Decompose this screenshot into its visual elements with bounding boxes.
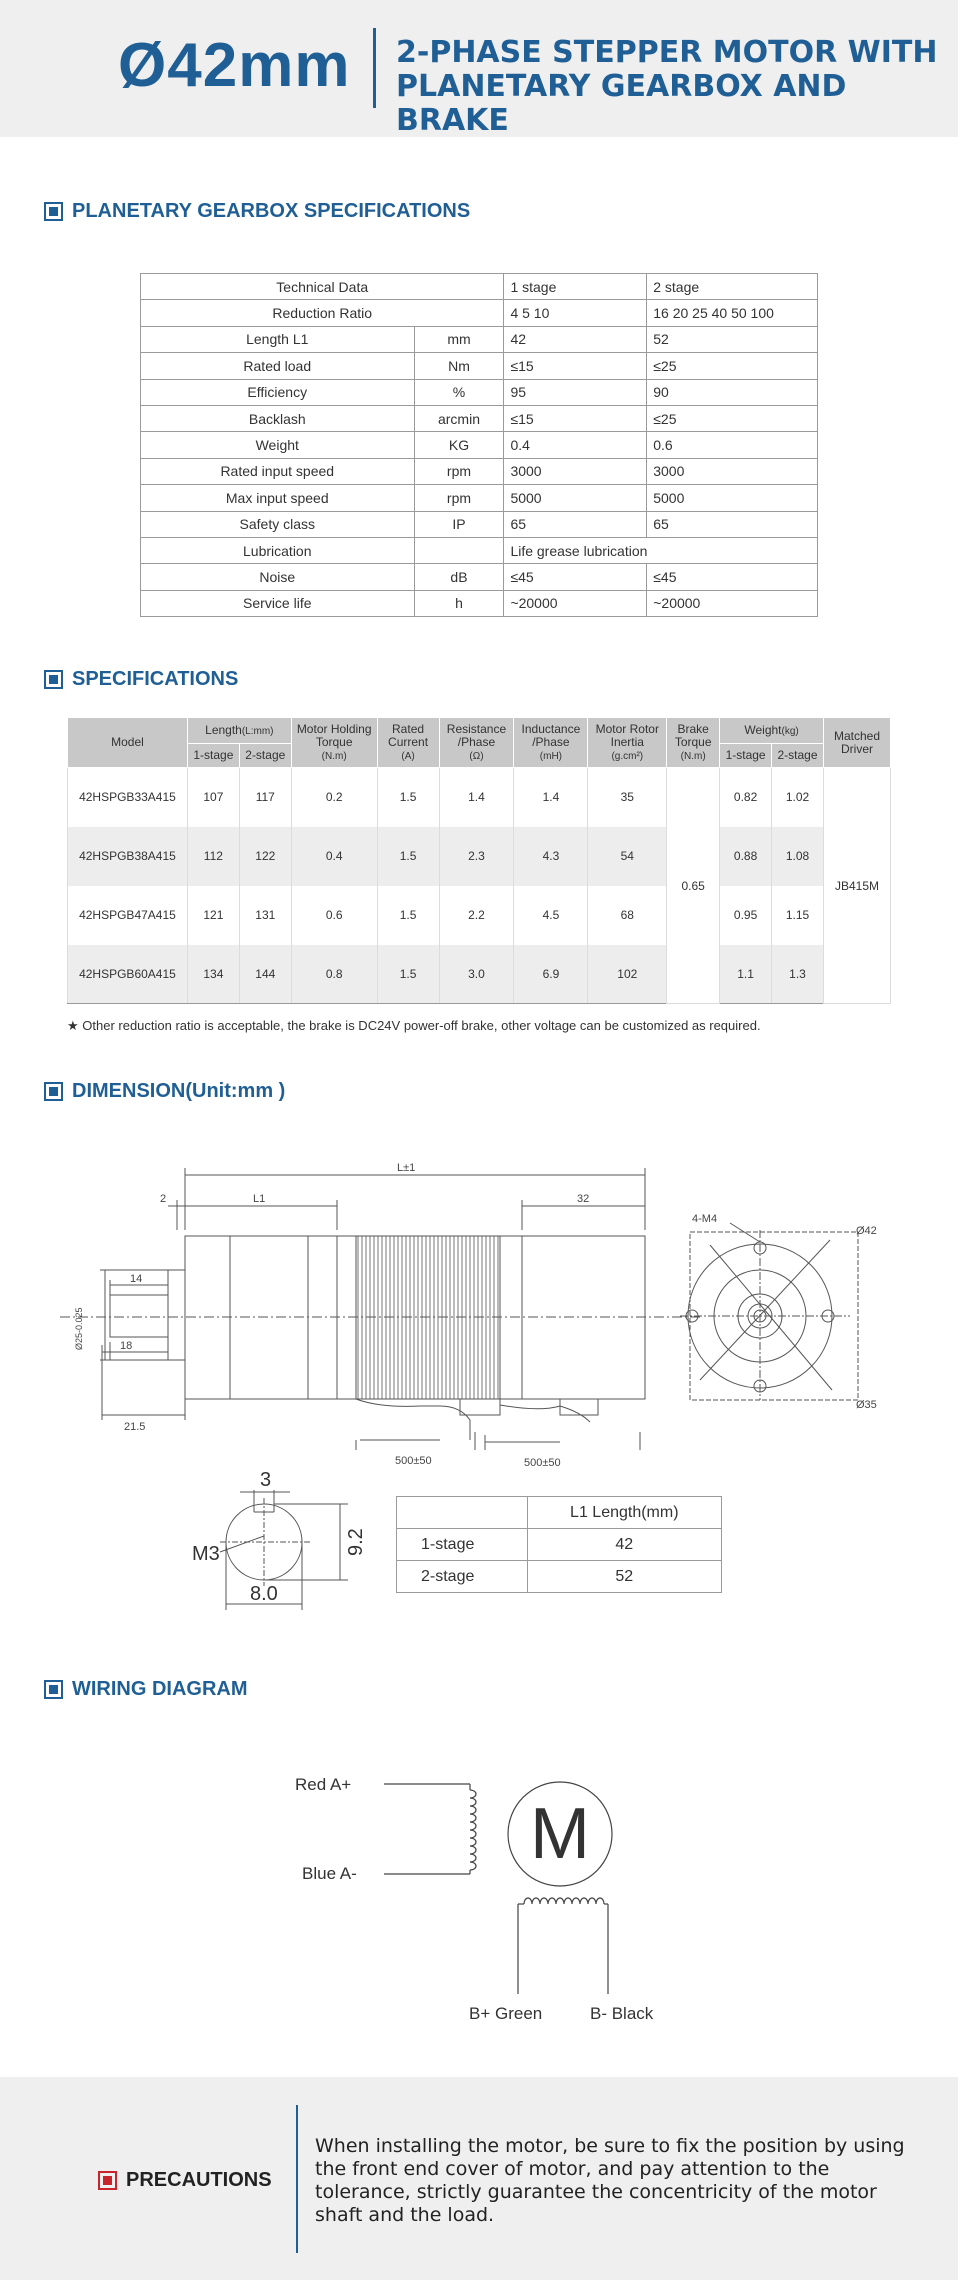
ratio-note: ★ Other reduction ratio is acceptable, the brake is DC24V power-off brake, other voltage can be customized as required.: [67, 1018, 761, 1033]
table-row: Rated load Nm ≤15 ≤25: [141, 353, 818, 379]
page-header: [0, 0, 958, 137]
weight-header: Weight(kg): [720, 718, 824, 744]
dim-shaft-tolerance: Ø25-0.025: [74, 1307, 84, 1350]
gearbox-section-title: PLANETARY GEARBOX SPECIFICATIONS: [44, 200, 470, 223]
precautions-panel: [0, 2077, 958, 2280]
wire-black-label: B- Black: [590, 2004, 654, 2023]
brake-torque-cell: 0.65: [667, 768, 720, 1004]
table-row: 42HSPGB33A415 107 117 0.2 1.5 1.4 1.4 35 0.65 0.82 1.02 JB415M: [68, 768, 891, 827]
table-row: Backlash arcmin ≤15 ≤25: [141, 405, 818, 431]
shaft-section-drawing: [180, 1460, 370, 1620]
wire-green-label: B+ Green: [469, 2004, 543, 2023]
dim-2: 2: [160, 1193, 167, 1205]
precautions-divider: [296, 2105, 298, 2253]
inductance-header: Inductance /Phase (mH): [514, 718, 588, 768]
table-row: Weight KG 0.4 0.6: [141, 432, 818, 458]
table-row: Service life h ~20000 ~20000: [141, 590, 818, 616]
table-row: L1 Length(mm): [397, 1497, 722, 1529]
wiring-diagram: [280, 1760, 700, 2030]
motor-subtitle: [396, 36, 958, 138]
shaft-dim-m3: M3: [192, 1543, 220, 1565]
shaft-dim-8-0: 8.0: [250, 1583, 278, 1605]
table-row: 1-stage 42: [397, 1529, 722, 1561]
table-header-row: 1-stage 2-stage 1-stage 2-stage: [68, 744, 891, 768]
length-header: Length(L:mm): [187, 718, 291, 744]
table-row: Length L1 mm 42 52: [141, 326, 818, 352]
dim-lead-1: 500±50: [395, 1455, 432, 1467]
table-row: Noise dB ≤45 ≤45: [141, 564, 818, 590]
model-header: Model: [68, 718, 188, 768]
dim-dia-42: Ø42: [856, 1225, 877, 1237]
wire-blue-label: Blue A-: [302, 1864, 357, 1883]
shaft-dim-9-2: 9.2: [345, 1528, 367, 1556]
table-header-row: [68, 718, 891, 744]
dim-dia-35: Ø35: [856, 1399, 877, 1411]
current-header: Rated Current (A): [377, 718, 439, 768]
dim-lead-2: 500±50: [524, 1457, 561, 1469]
dim-l1: L1: [253, 1193, 266, 1205]
motor-size-title: Ø42mm: [118, 31, 351, 100]
table-row: 42HSPGB60A415 134 144 0.8 1.5 3.0 6.9 102 1.1 1.3: [68, 945, 891, 1004]
dim-18: 18: [120, 1340, 133, 1352]
dim-32: 32: [577, 1193, 590, 1205]
motor-symbol-icon: M: [530, 1794, 590, 1874]
table-row: 42HSPGB38A415 112 122 0.4 1.5 2.3 4.3 54 0.88 1.08: [68, 827, 891, 886]
precautions-text: When installing the motor, be sure to fix the position by using the front end cover of motor, and pay attention to the tolerance, strictly guarantee the concentricity of the motor shaft and the load.: [315, 2135, 905, 2226]
table-row: Safety class IP 65 65: [141, 511, 818, 537]
table-row: Efficiency % 95 90: [141, 379, 818, 405]
table-row: Rated input speed rpm 3000 3000: [141, 458, 818, 484]
brake-header: Brake Torque (N.m): [667, 718, 720, 768]
dimension-drawing: [0, 1150, 958, 1480]
inertia-header: Motor Rotor Inertia (g.cm²): [588, 718, 667, 768]
wiring-section-title: WIRING DIAGRAM: [44, 1678, 248, 1701]
gearbox-spec-table: [140, 273, 818, 617]
dimension-section-title: DIMENSION(Unit:mm ): [44, 1080, 285, 1103]
square-bullet-icon: [98, 2171, 117, 2190]
subtitle-line-2: PLANETARY GEARBOX AND BRAKE: [396, 69, 847, 138]
table-row: Reduction Ratio 4 5 10 16 20 25 40 50 100: [141, 300, 818, 326]
subtitle-line-1: 2-PHASE STEPPER MOTOR WITH: [396, 35, 938, 70]
table-row: Max input speed rpm 5000 5000: [141, 485, 818, 511]
resistance-header: Resistance /Phase (Ω): [439, 718, 514, 768]
motor-spec-table: [67, 717, 891, 1004]
table-row: 42HSPGB47A415 121 131 0.6 1.5 2.2 4.5 68 0.95 1.15: [68, 886, 891, 945]
table-row: 2-stage 52: [397, 1561, 722, 1593]
dim-4-m4: 4-M4: [692, 1213, 718, 1225]
dim-total-length: L±1: [397, 1162, 416, 1174]
table-row: Technical Data 1 stage 2 stage: [141, 274, 818, 300]
square-bullet-icon: [44, 1680, 63, 1699]
torque-header: Motor Holding Torque (N.m): [291, 718, 377, 768]
dim-14: 14: [130, 1273, 143, 1285]
square-bullet-icon: [44, 1082, 63, 1101]
header-divider: [373, 28, 376, 108]
table-row: Lubrication Life grease lubrication: [141, 537, 818, 563]
precautions-title: PRECAUTIONS: [98, 2169, 272, 2192]
wire-red-label: Red A+: [295, 1775, 352, 1794]
shaft-dim-3: 3: [260, 1469, 272, 1491]
driver-header: Matched Driver: [823, 718, 890, 768]
dim-21-5: 21.5: [124, 1421, 146, 1433]
matched-driver-cell: JB415M: [823, 768, 890, 1004]
l1-length-table: [396, 1496, 722, 1593]
specs-section-title: SPECIFICATIONS: [44, 668, 238, 691]
square-bullet-icon: [44, 202, 63, 221]
square-bullet-icon: [44, 670, 63, 689]
